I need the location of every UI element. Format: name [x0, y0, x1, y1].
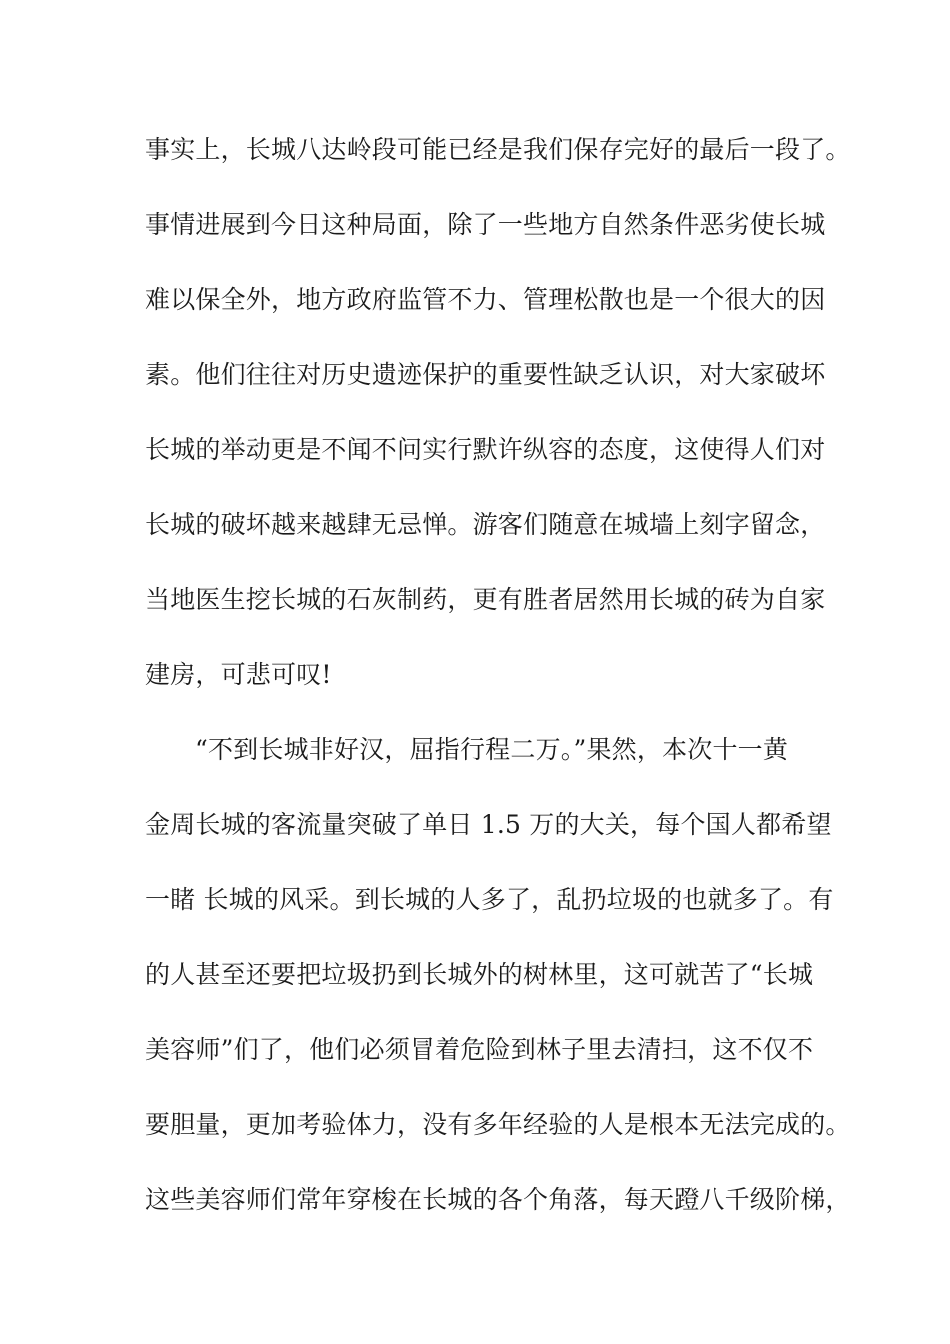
text-line-11: 一睹 长城的风采。到长城的人多了，乱扔垃圾的也就多了。有 [145, 885, 834, 914]
text-line-15: 这些美容师们常年穿梭在长城的各个角落，每天蹬八千级阶梯， [145, 1185, 851, 1214]
text-line-1: 事实上，长城八达岭段可能已经是我们保存完好的最后一段了。 [145, 135, 851, 164]
text-line-3: 难以保全外，地方政府监管不力、管理松散也是一个很大的因 [145, 285, 826, 314]
text-line-10: 金周长城的客流量突破了单日 1.5 万的大关，每个国人都希望 [145, 810, 832, 839]
text-line-7: 当地医生挖长城的石灰制药，更有胜者居然用长城的砖为自家 [145, 585, 826, 614]
text-line-5: 长城的举动更是不闻不问实行默许纵容的态度，这使得人们对 [145, 435, 826, 464]
text-line-6: 长城的破坏越来越肆无忌惮。游客们随意在城墙上刻字留念， [145, 510, 826, 539]
text-line-12: 的人甚至还要把垃圾扔到长城外的树林里，这可就苦了“长城 [145, 960, 814, 989]
text-line-2: 事情进展到今日这种局面，除了一些地方自然条件恶劣使长城 [145, 210, 826, 239]
text-line-9: “不到长城非好汉，屈指行程二万。”果然，本次十一黄 [195, 735, 789, 764]
text-line-8: 建房，可悲可叹! [145, 660, 332, 689]
text-line-14: 要胆量，更加考验体力，没有多年经验的人是根本无法完成的。 [145, 1110, 851, 1139]
text-line-13: 美容师”们了，他们必须冒着危险到林子里去清扫，这不仅不 [145, 1035, 814, 1064]
text-line-4: 素。他们往往对历史遗迹保护的重要性缺乏认识，对大家破坏 [145, 360, 826, 389]
